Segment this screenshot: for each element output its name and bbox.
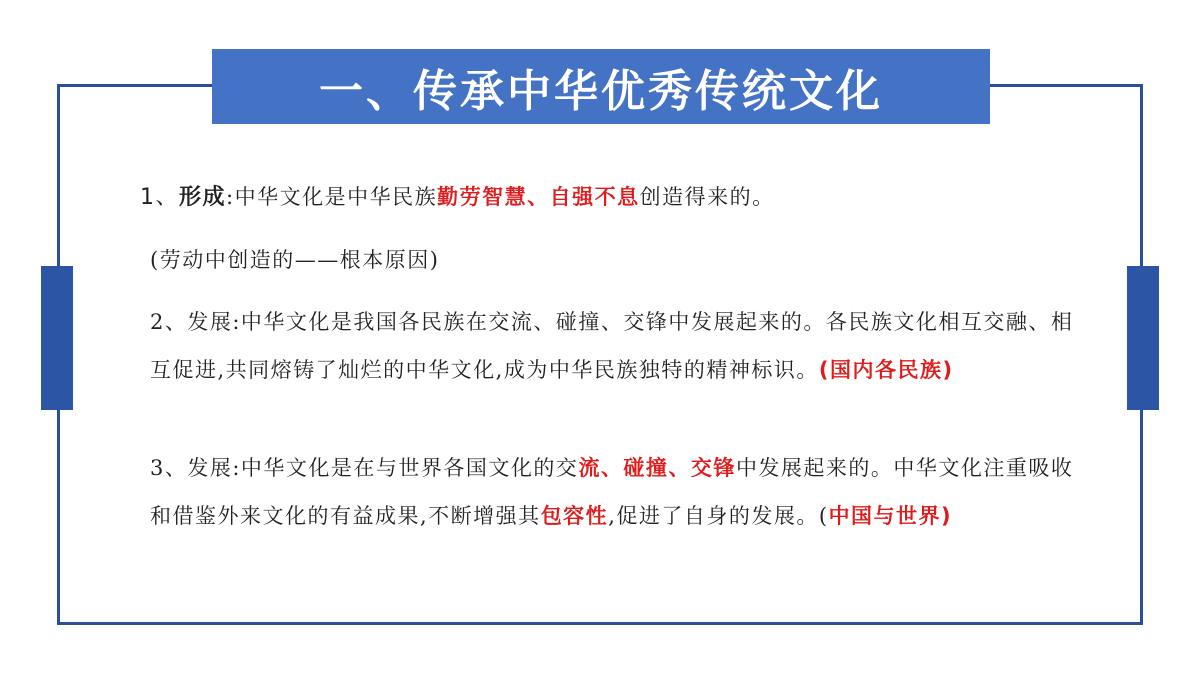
section-3-highlight-b: 包容性 bbox=[540, 504, 609, 528]
section-1-heading: 形成 bbox=[179, 185, 227, 210]
section-2-highlight: (国内各民族) bbox=[818, 358, 954, 382]
section-1-paragraph bbox=[140, 173, 1100, 222]
section-1-text-b: 创造得来的。 bbox=[639, 185, 775, 209]
section-3-text-b: 中发展起来的。中华文化注重吸收和借鉴外来文化的有益成果,不断增强其 bbox=[150, 456, 1074, 528]
section-3-text-c: ,促进了自身的发展。( bbox=[608, 504, 829, 528]
section-1-highlight: 勤劳智慧、自强不息 bbox=[437, 185, 640, 209]
section-3-highlight-a: 流、碰撞、交锋 bbox=[578, 456, 736, 480]
slide-title: 一、传承中华优秀传统文化 bbox=[319, 65, 883, 117]
section-3-paragraph bbox=[150, 444, 1092, 540]
section-1-number: 1、 bbox=[140, 185, 179, 210]
section-1-text-a: :中华文化是中华民族 bbox=[226, 185, 438, 209]
section-3-highlight-c: 中国与世界) bbox=[828, 504, 953, 528]
section-2-paragraph bbox=[150, 298, 1092, 394]
section-3-text-a: 3、发展:中华文化是在与世界各国文化的交 bbox=[150, 456, 579, 480]
section-2-text: 2、发展:中华文化是我国各民族在交流、碰撞、交锋中发展起来的。各民族文化相互交融、相互促进,共同熔铸了灿烂的中华文化,成为中华民族独特的精神标识。 bbox=[150, 310, 1074, 382]
section-1-note: (劳动中创造的——根本原因) bbox=[150, 248, 440, 272]
